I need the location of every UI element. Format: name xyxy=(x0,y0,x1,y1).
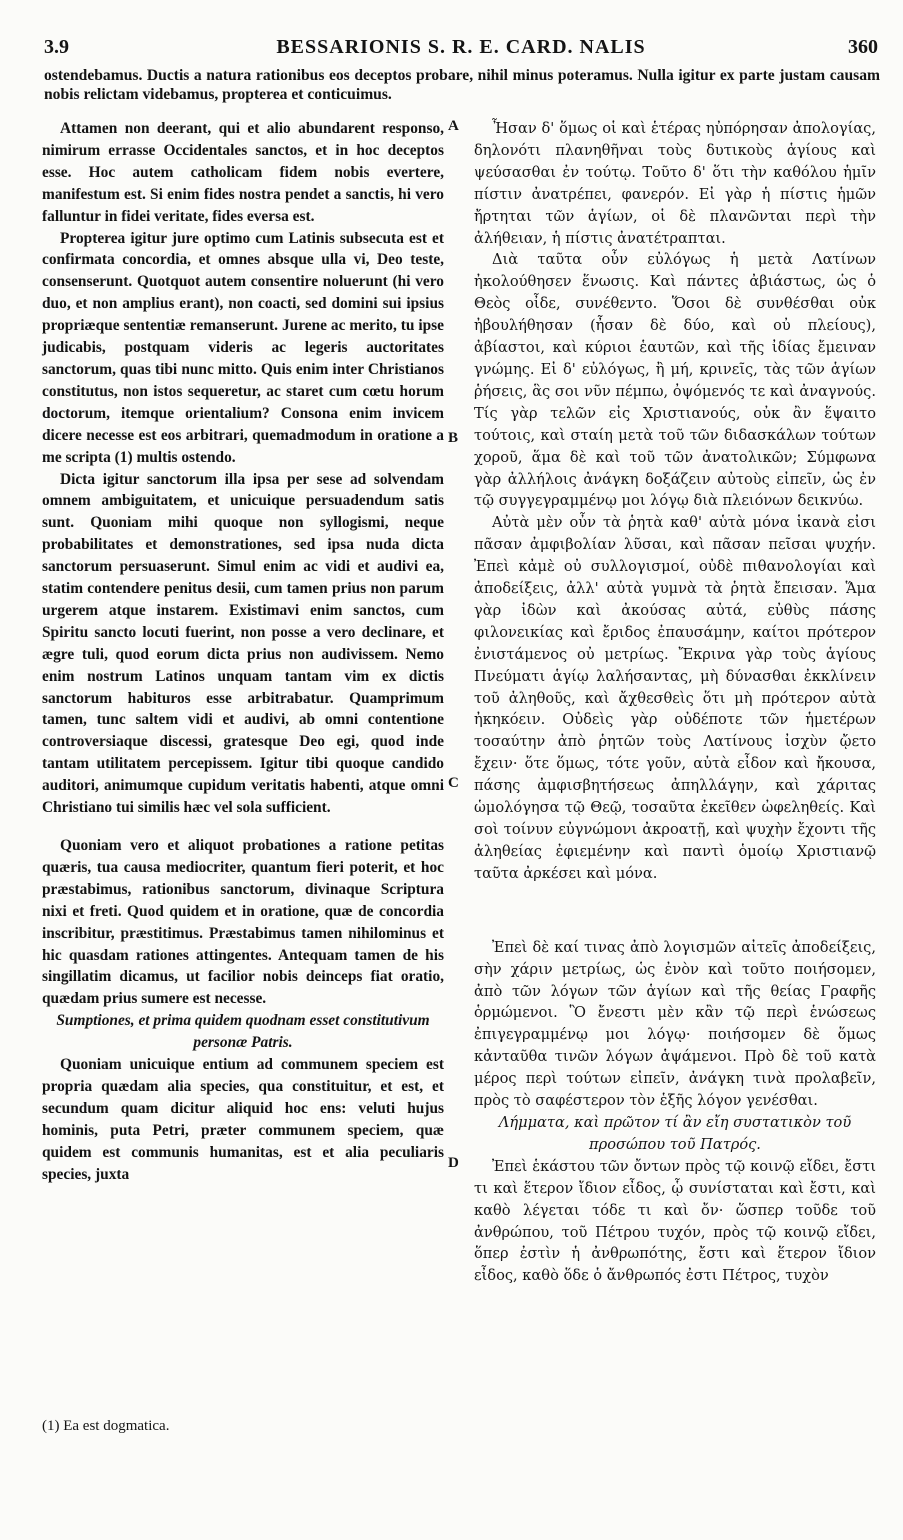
section-marker-b: B xyxy=(448,430,459,446)
continuation-paragraph: ostendebamus. Ductis a natura rationibus eos deceptos probare, nihil minus poteramus. Nulla igitur ex parte justam causam nobis relictam videbamus, propterea et conticuimus. xyxy=(44,67,880,103)
latin-paragraph: Quoniam unicuique entium ad communem speciem est propria quædam alia species, qua constituitur, et est, et secundum quam dicitur aliquid hoc ens: veluti hujus hominis, puta Petri, præter communem speciem, quæ quidem est communis humanitas, est et alia peculiaris species, juxta xyxy=(42,1056,444,1183)
greek-column xyxy=(474,118,876,1287)
latin-paragraph: Quoniam vero et aliquot probationes a ratione petitas quæris, tua causa mediocriter, quantum fieri poterit, et hoc præstabimus, rationibus sanctorum, divinaque Scriptura nixi et freti. Quod quidem et in oratione, quæ de concordia inscribitur, præstitimus. Præstabimus tamen nihilominus et hic quasdam rationes attingentes. Antequam tamen de his singillatim dicamus, ut facilior nobis deinceps fiat oratio, quædam prius sumere est necesse. xyxy=(42,837,444,1008)
latin-section-heading: Sumptiones, et prima quidem quodnam esset constitutivum personæ Patris. xyxy=(56,1012,430,1052)
greek-paragraph: Ἦσαν δ' ὅμως οἱ καὶ ἑτέρας ηὐπόρησαν ἀπολογίας, δηλονότι πλανηθῆναι τοὺς δυτικοὺς ἁγίους καὶ ψεύσασθαι ἐν τούτῳ. Τοῦτο δ' ὅτι τὴν καθόλου ἡμῖν πίστιν ἀνατρέπει, φανερόν. Εἰ γὰρ ἡ πίστις ἡμῶν ἤρτηται τῶν ἁγίων, οἱ δὲ πλανῶνται περὶ τὴν ἀλήθειαν, ἡ πίστις ἀνατέτραπται. xyxy=(474,120,876,247)
latin-column xyxy=(42,118,444,1186)
latin-paragraph: Propterea igitur jure optimo cum Latinis subsecuta est et confirmata concordia, et omnes absque ulla vi, Deo teste, consenserunt. Quotquot autem consentire noluerunt (hi vero duo, et non amplius erant), non coacti, sed domini sui ipsius propriæque sententiæ remanserunt. Jurene ac merito, tu ipse judicabis, postquam videris ac legeris auctoritates sanctorum, quas tibi nunc mitto. Quis enim inter Christianos constitutus, non istos sequeretur, ac staret cum cœtu horum doctorum, itemque orientalium? Consona enim invicem dicere necesse est eos arbitrari, quemadmodum in oratione a me scripta (1) multis ostendo. xyxy=(42,229,444,466)
section-marker-c: C xyxy=(448,775,459,791)
greek-paragraph: Διὰ ταῦτα οὖν εὐλόγως ἡ μετὰ Λατίνων ἠκολούθησεν ἕνωσις. Καὶ πάντες ἀβιάστως, ὡς ὁ Θεὸς οἶδε, συνέθεντο. Ὅσοι δὲ συνθέσθαι οὐκ ἠβουλήθησαν (ἦσαν δὲ δύο, καὶ οὐ πλείους), ἀβίαστοι, καὶ κύριοι ἑαυτῶν, καὶ τῆς ἰδίας ἔμειναν γνώμης. Εἰ δ' εὐλόγως, ἢ μή, κρινεῖς, τὰς τῶν ἁγίων ῥήσεις, ἃς σοι νῦν πέμπω, ὀψόμενός τε καὶ ἀναγνούς. Τίς γὰρ τελῶν εἰς Χριστιανούς, οὐκ ἂν ἕψαιτο τούτοις, καὶ σταίη μετὰ τοῦ τῶν διδασκάλων τούτων χοροῦ, ἅμα δὲ καὶ τοῦ τῶν ἀνατολικῶν; Σύμφωνα γὰρ ἀλλήλοις ἀνάγκη δοξάζειν αὐτοὺς εἰπεῖν, ὡς ἐν τῷ συγγεγραμμένῳ μοι λόγῳ διὰ πλειόνων δεικνύω. xyxy=(474,251,876,510)
latin-paragraph: Dicta igitur sanctorum illa ipsa per sese ad solvendam omnem ambiguitatem, et unicuique persuadendum satis sunt. Quoniam mihi quoque non syllogismi, neque probabilitates et demonstrationes, sed ipsa nuda dicta sanctorum persuaserunt. Simul enim ac vidi et audivi ea, statim contendere penitus desii, cum tamen prius non parum urgerem atque instarem. Existimavi enim sanctos, cum Spiritu sancto locuti fuerint, non posse a vero declinare, et ægre tuli, quod eorum dicta prius non audivissem. Nemo enim nostrum Latinos unquam tantam vim ex dictis sanctorum habituros esse arbitrabatur. Quamprimum tamen, tunc saltem vidi et audivi, ab omni contentione controversiaque discessi, gratesque Deo egi, quod inde tantam utilitatem percepissem. Igitur tibi quoque candido auditori, animumque cupidum veritatis habenti, atque omni Christiano tui similis hæc vel sola sufficient. xyxy=(42,470,444,817)
footnote: (1) Ea est dogmatica. xyxy=(42,1418,170,1434)
greek-paragraph: Ἐπεὶ δὲ καί τινας ἀπὸ λογισμῶν αἰτεῖς ἀποδείξεις, σὴν χάριν μετρίως, ὡς ἐνὸν καὶ τοῦτο ποιήσομεν, ἀπὸ τῶν λόγων τῶν ἁγίων καὶ τῆς θείας Γραφῆς ὁρμώμενοι. Ὃ ἔνεστι μὲν κἂν τῷ περὶ ἑνώσεως ἐπιγεγραμμένῳ μοι λόγῳ· ποιήσομεν δὲ ὅμως κἀνταῦθα τινῶν λόγων ἁψάμενοι. Πρὸ δὲ τοῦ κατὰ μέρος περὶ τούτων εἰπεῖν, ἀνάγκη τινὰ προλαβεῖν, πρὸς τὸ σαφέστερον τὸν ἑξῆς λόγον γενέσθαι. xyxy=(474,938,876,1110)
greek-section-heading: Λήμματα, καὶ πρῶτον τί ἂν εἴη συστατικὸν τοῦ προσώπου τοῦ Πατρός. xyxy=(498,1113,852,1153)
greek-paragraph: Ἐπεὶ ἑκάστου τῶν ὄντων πρὸς τῷ κοινῷ εἴδει, ἔστι τι καὶ ἕτερον ἴδιον εἶδος, ᾧ συνίσταται καὶ ἔστι, καὶ καθὸ λέγεται τόδε τι καὶ ὄν· ὥσπερ τοῦδε τοῦ ἀνθρώπου, τοῦ Πέτρου τυχόν, πρὸς τῷ κοινῷ εἴδει, ὅπερ ἐστὶν ἡ ἀνθρωπότης, ἔστι καὶ ἕτερον ἴδιον εἶδος, καθὸ ὅδε ὁ ἄνθρωπός ἐστι Πέτρος, τυχὸν xyxy=(474,1157,876,1285)
section-marker-a: A xyxy=(448,118,459,134)
section-marker-d: D xyxy=(448,1155,459,1171)
latin-paragraph: Attamen non deerant, qui et alio abundarent responso, nimirum errasse Occidentales sanctos, et in hoc deceptos esse. Hoc autem catholicam fidem nobis evertere, manifestum est. Si enim fides nostra pendet a sanctis, hi vero falluntur in fidei veritate, fides eversa est. xyxy=(42,120,444,225)
page-number-right: 360 xyxy=(848,36,878,58)
running-title: BESSARIONIS S. R. E. CARD. NALIS xyxy=(276,36,646,58)
page-number-left: 3.9 xyxy=(44,36,69,58)
running-header xyxy=(44,36,878,64)
greek-paragraph: Αὐτὰ μὲν οὖν τὰ ῥητὰ καθ' αὑτὰ μόνα ἱκανὰ εἰσι πᾶσαν ἀμφιβολίαν λῦσαι, καὶ πᾶσαν πεῖσαι ψυχήν. Ἐπεὶ κἀμὲ οὐ συλλογισμοί, οὐδὲ πιθανολογίαι καὶ ἀποδείξεις, ἀλλ' αὐτὰ γυμνὰ τὰ ῥητὰ ἔπεισαν. Ἅμα γὰρ ἰδὼν καὶ ἀκούσας αὐτά, εὐθὺς πάσης φιλονεικίας καὶ ἔριδος ἐπαυσάμην, καίτοι πρότερον ἐνιστάμενος οὐ μετρίως. Ἔκρινα γὰρ τοὺς ἁγίους Πνεύματι ἁγίῳ λαλήσαντας, μὴ δύνασθαι ἐκκλίνειν τοῦ ἀληθοῦς, καὶ ἄχθεσθεὶς ὅτι μὴ πρότερον αὐτὰ ἠκηκόειν. Οὐδεὶς γὰρ οὐδέποτε τῶν ἡμετέρων τοσαύτην ἀπὸ ῥητῶν τοὺς Λατίνους ἰσχὺν ᾤετο ἔχειν· ὅτε ὅμως, τότε γοῦν, αὐτὰ εἶδον καὶ ἤκουσα, πάσης ἀμφισβητήσεως ἀπηλλάγην, καὶ χάριτας ὡμολόγησα τῷ Θεῷ, τοσαῦτα ἐκεῖθεν ὠφεληθείς. Καὶ σοὶ τοίνυν εὐγνώμονι ἀκροατῇ, καὶ ψυχὴν ἔχοντι τῆς ἀληθείας ἐφιεμένην καὶ παντὶ ὁμοίῳ Χριστιανῷ ταῦτα ἀρκέσει καὶ μόνα. xyxy=(474,514,876,882)
